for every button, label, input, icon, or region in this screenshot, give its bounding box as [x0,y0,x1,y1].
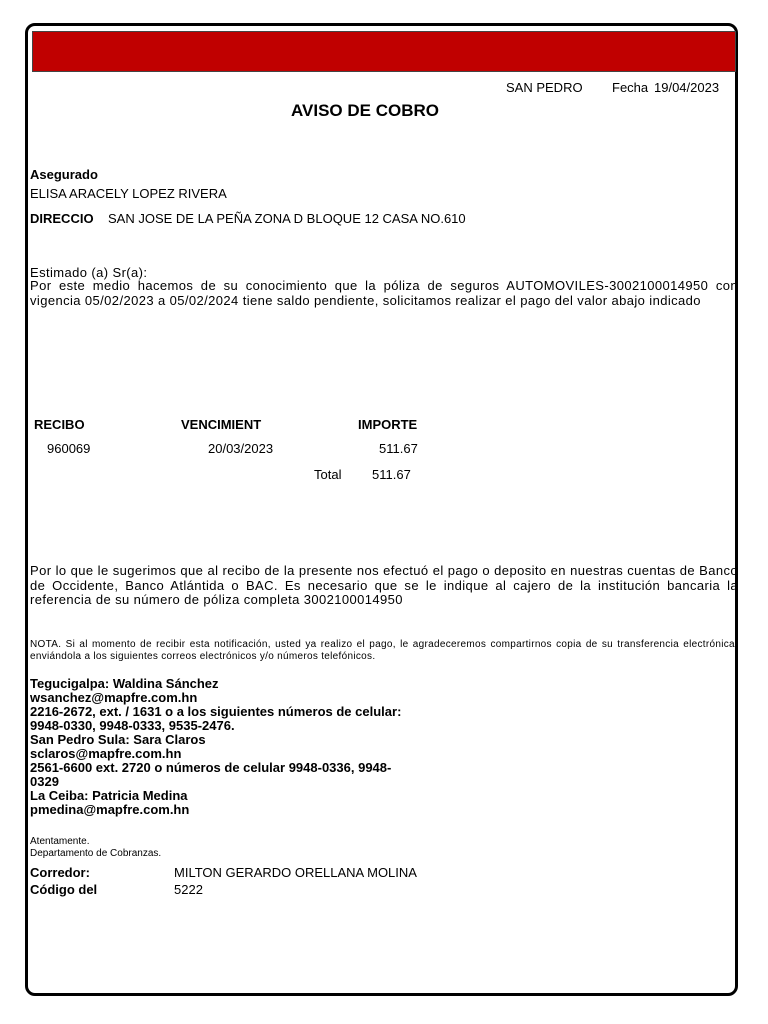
row-recibo: 960069 [47,441,91,456]
closing-line: Atentamente. [30,836,90,847]
row-vencimiento: 20/03/2023 [208,441,274,456]
contact-line: La Ceiba: Patricia Medina [30,788,188,803]
broker-name: MILTON GERARDO ORELLANA MOLINA [174,865,417,880]
date-value: 19/04/2023 [654,80,720,95]
contact-list [30,677,410,817]
contact-email: wsanchez@mapfre.com.hn [30,690,198,705]
contact-line: Tegucigalpa: Waldina Sánchez [30,676,219,691]
broker-label: Corredor: [30,865,90,880]
total-label: Total [314,467,342,482]
broker-code-label: Código del [30,882,98,897]
nota-paragraph: NOTA. Si al momento de recibir esta notificación, usted ya realizo el pago, le agradeceremos compartirnos copia de su transferencia electrónica, enviándola a los siguientes correos electrónicos y/o números telefónicos. [30,639,738,662]
notice-paragraph: Por este medio hacemos de su conocimiento que la póliza de seguros AUTOMOVILES-3002100014950 con vigencia 05/02/2023 a 05/02/2024 tiene saldo pendiente, solicitamos realizar el pago del valor abajo indicado [30,278,738,308]
closing-department: Departamento de Cobranzas. [30,848,162,859]
contact-email: sclaros@mapfre.com.hn [30,746,182,761]
total-value: 511.67 [372,467,411,482]
greeting: Estimado (a) Sr(a): [30,265,148,280]
header-color-bar [32,31,736,72]
contact-line: 2561-6600 ext. 2720 o números de celular 9948-0336, 9948-0329 [30,760,392,789]
payment-paragraph: Por lo que le sugerimos que al recibo de la presente nos efectuó el pago o deposito en nuestras cuentas de Banco de Occidente, Banco Atlántida o BAC. Es necesario que se le indique al cajero de la institución bancaria la referencia de su número de póliza completa 3002100014950 [30,563,738,607]
address-value: SAN JOSE DE LA PEÑA ZONA D BLOQUE 12 CASA NO.610 [108,211,466,226]
contact-line: San Pedro Sula: Sara Claros [30,732,206,747]
contact-line: 2216-2672, ext. / 1631 o a los siguientes números de celular: [30,704,402,719]
date-label: Fecha [612,80,649,95]
col-header-importe: IMPORTE [358,417,418,432]
col-header-recibo: RECIBO [34,417,85,432]
broker-code: 5222 [174,882,203,897]
address-label: DIRECCIO [30,211,94,226]
city: SAN PEDRO [506,80,583,95]
contact-email: pmedina@mapfre.com.hn [30,802,190,817]
row-importe: 511.67 [379,441,418,456]
insured-label: Asegurado [30,167,98,182]
col-header-vencimiento: VENCIMIENT [181,417,262,432]
insured-name: ELISA ARACELY LOPEZ RIVERA [30,186,227,201]
page-title: AVISO DE COBRO [291,101,439,120]
contact-line: 9948-0330, 9948-0333, 9535-2476. [30,718,235,733]
